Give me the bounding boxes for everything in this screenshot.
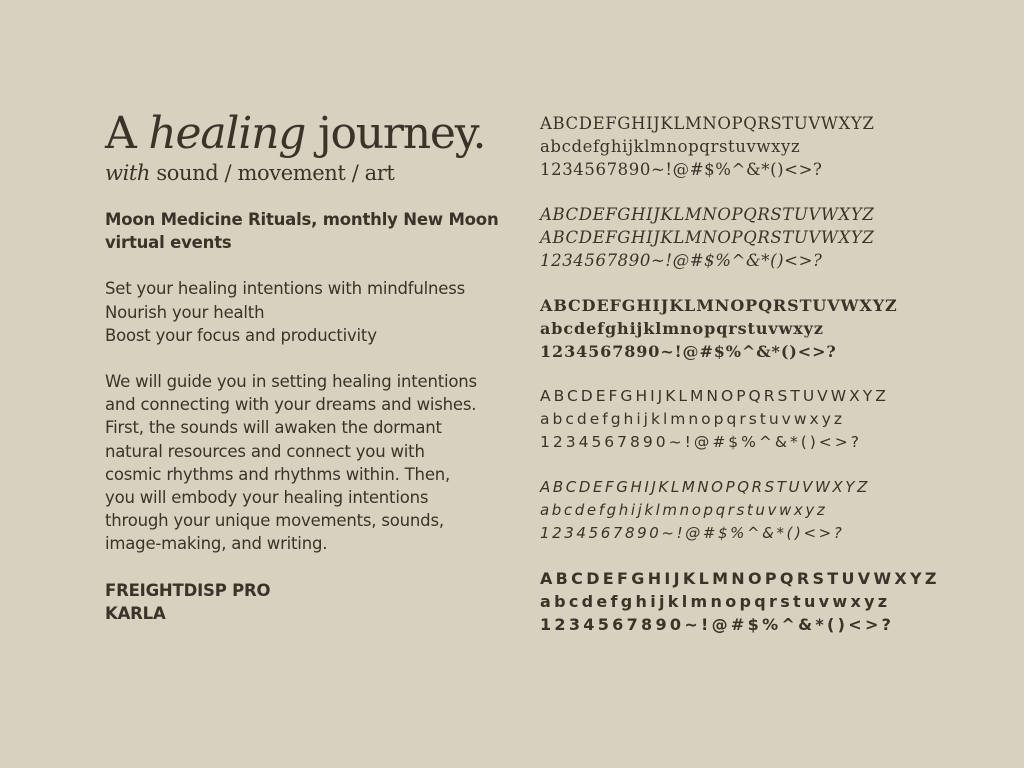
specimen-sans-italic — [540, 476, 1010, 545]
specimen-numerals: 1234567890~!@#$%^&*()<>? — [540, 615, 895, 634]
specimen-uppercase: ABCDEFGHIJKLMNOPQRSTUVWXYZ — [540, 205, 875, 224]
specimen-lowercase: abcdefghijklmnopqrstuvwxyz — [540, 319, 824, 338]
benefits-list — [105, 277, 525, 347]
description-line: you will embody your healing intentions — [105, 488, 429, 508]
benefit-item: Set your healing intentions with mindfulness — [105, 279, 466, 299]
specimen-numerals: 1234567890~!@#$%^&*()<>? — [540, 433, 863, 451]
specimen-uppercase: ABCDEFGHIJKLMNOPQRSTUVWXYZ — [540, 569, 940, 588]
specimen-serif-bold — [540, 294, 1010, 363]
specimen-lowercase: abcdefghijklmnopqrstuvwxyz — [540, 501, 828, 519]
description-line: natural resources and connect you with — [105, 441, 425, 461]
specimen-serif-italic — [540, 203, 1010, 272]
event-title-line: virtual events — [105, 233, 232, 253]
specimen-uppercase: ABCDEFGHIJKLMNOPQRSTUVWXYZ — [540, 228, 875, 247]
specimen-lowercase: abcdefghijklmnopqrstuvwxyz — [540, 592, 891, 611]
description-paragraph — [105, 370, 525, 556]
type-specimen-column — [540, 112, 1010, 658]
headline-word-healing: healing — [148, 108, 306, 159]
benefit-item: Nourish your health — [105, 302, 265, 322]
subhead-with: with — [105, 161, 151, 185]
specimen-numerals: 1234567890~!@#$%^&*()<>? — [540, 524, 845, 542]
specimen-lowercase: abcdefghijklmnopqrstuvwxyz — [540, 137, 801, 156]
font-name-body: KARLA — [105, 603, 166, 623]
specimen-uppercase: ABCDEFGHIJKLMNOPQRSTUVWXYZ — [540, 478, 870, 496]
headline-word-a: A — [105, 108, 149, 159]
description-line: through your unique movements, sounds, — [105, 511, 444, 531]
event-title — [105, 208, 525, 254]
specimen-sans-regular — [540, 385, 1010, 454]
subhead-topics: sound / movement / art — [150, 161, 395, 185]
font-name-display: FREIGHTDISP PRO — [105, 580, 271, 600]
description-line: and connecting with your dreams and wishes. — [105, 395, 477, 415]
description-line: First, the sounds will awaken the dormant — [105, 418, 442, 438]
description-line: We will guide you in setting healing intentions — [105, 372, 477, 392]
specimen-numerals: 1234567890~!@#$%^&*()<>? — [540, 160, 823, 179]
font-names — [105, 579, 525, 625]
description-line: cosmic rhythms and rhythms within. Then, — [105, 464, 451, 484]
specimen-serif-regular — [540, 112, 1010, 181]
specimen-lowercase: abcdefghijklmnopqrstuvwxyz — [540, 410, 846, 428]
specimen-numerals: 1234567890~!@#$%^&*()<>? — [540, 342, 837, 361]
event-title-line: Moon Medicine Rituals, monthly New Moon — [105, 210, 499, 229]
specimen-uppercase: ABCDEFGHIJKLMNOPQRSTUVWXYZ — [540, 114, 875, 133]
info-column — [105, 108, 525, 648]
specimen-uppercase: ABCDEFGHIJKLMNOPQRSTUVWXYZ — [540, 296, 898, 315]
description-line: image-making, and writing. — [105, 534, 328, 554]
headline — [105, 108, 525, 160]
specimen-uppercase: ABCDEFGHIJKLMNOPQRSTUVWXYZ — [540, 387, 889, 405]
subheadline — [105, 160, 525, 186]
specimen-sans-bold — [540, 567, 1010, 636]
headline-word-journey: journey. — [305, 108, 486, 159]
benefit-item: Boost your focus and productivity — [105, 325, 377, 345]
specimen-numerals: 1234567890~!@#$%^&*()<>? — [540, 251, 823, 270]
